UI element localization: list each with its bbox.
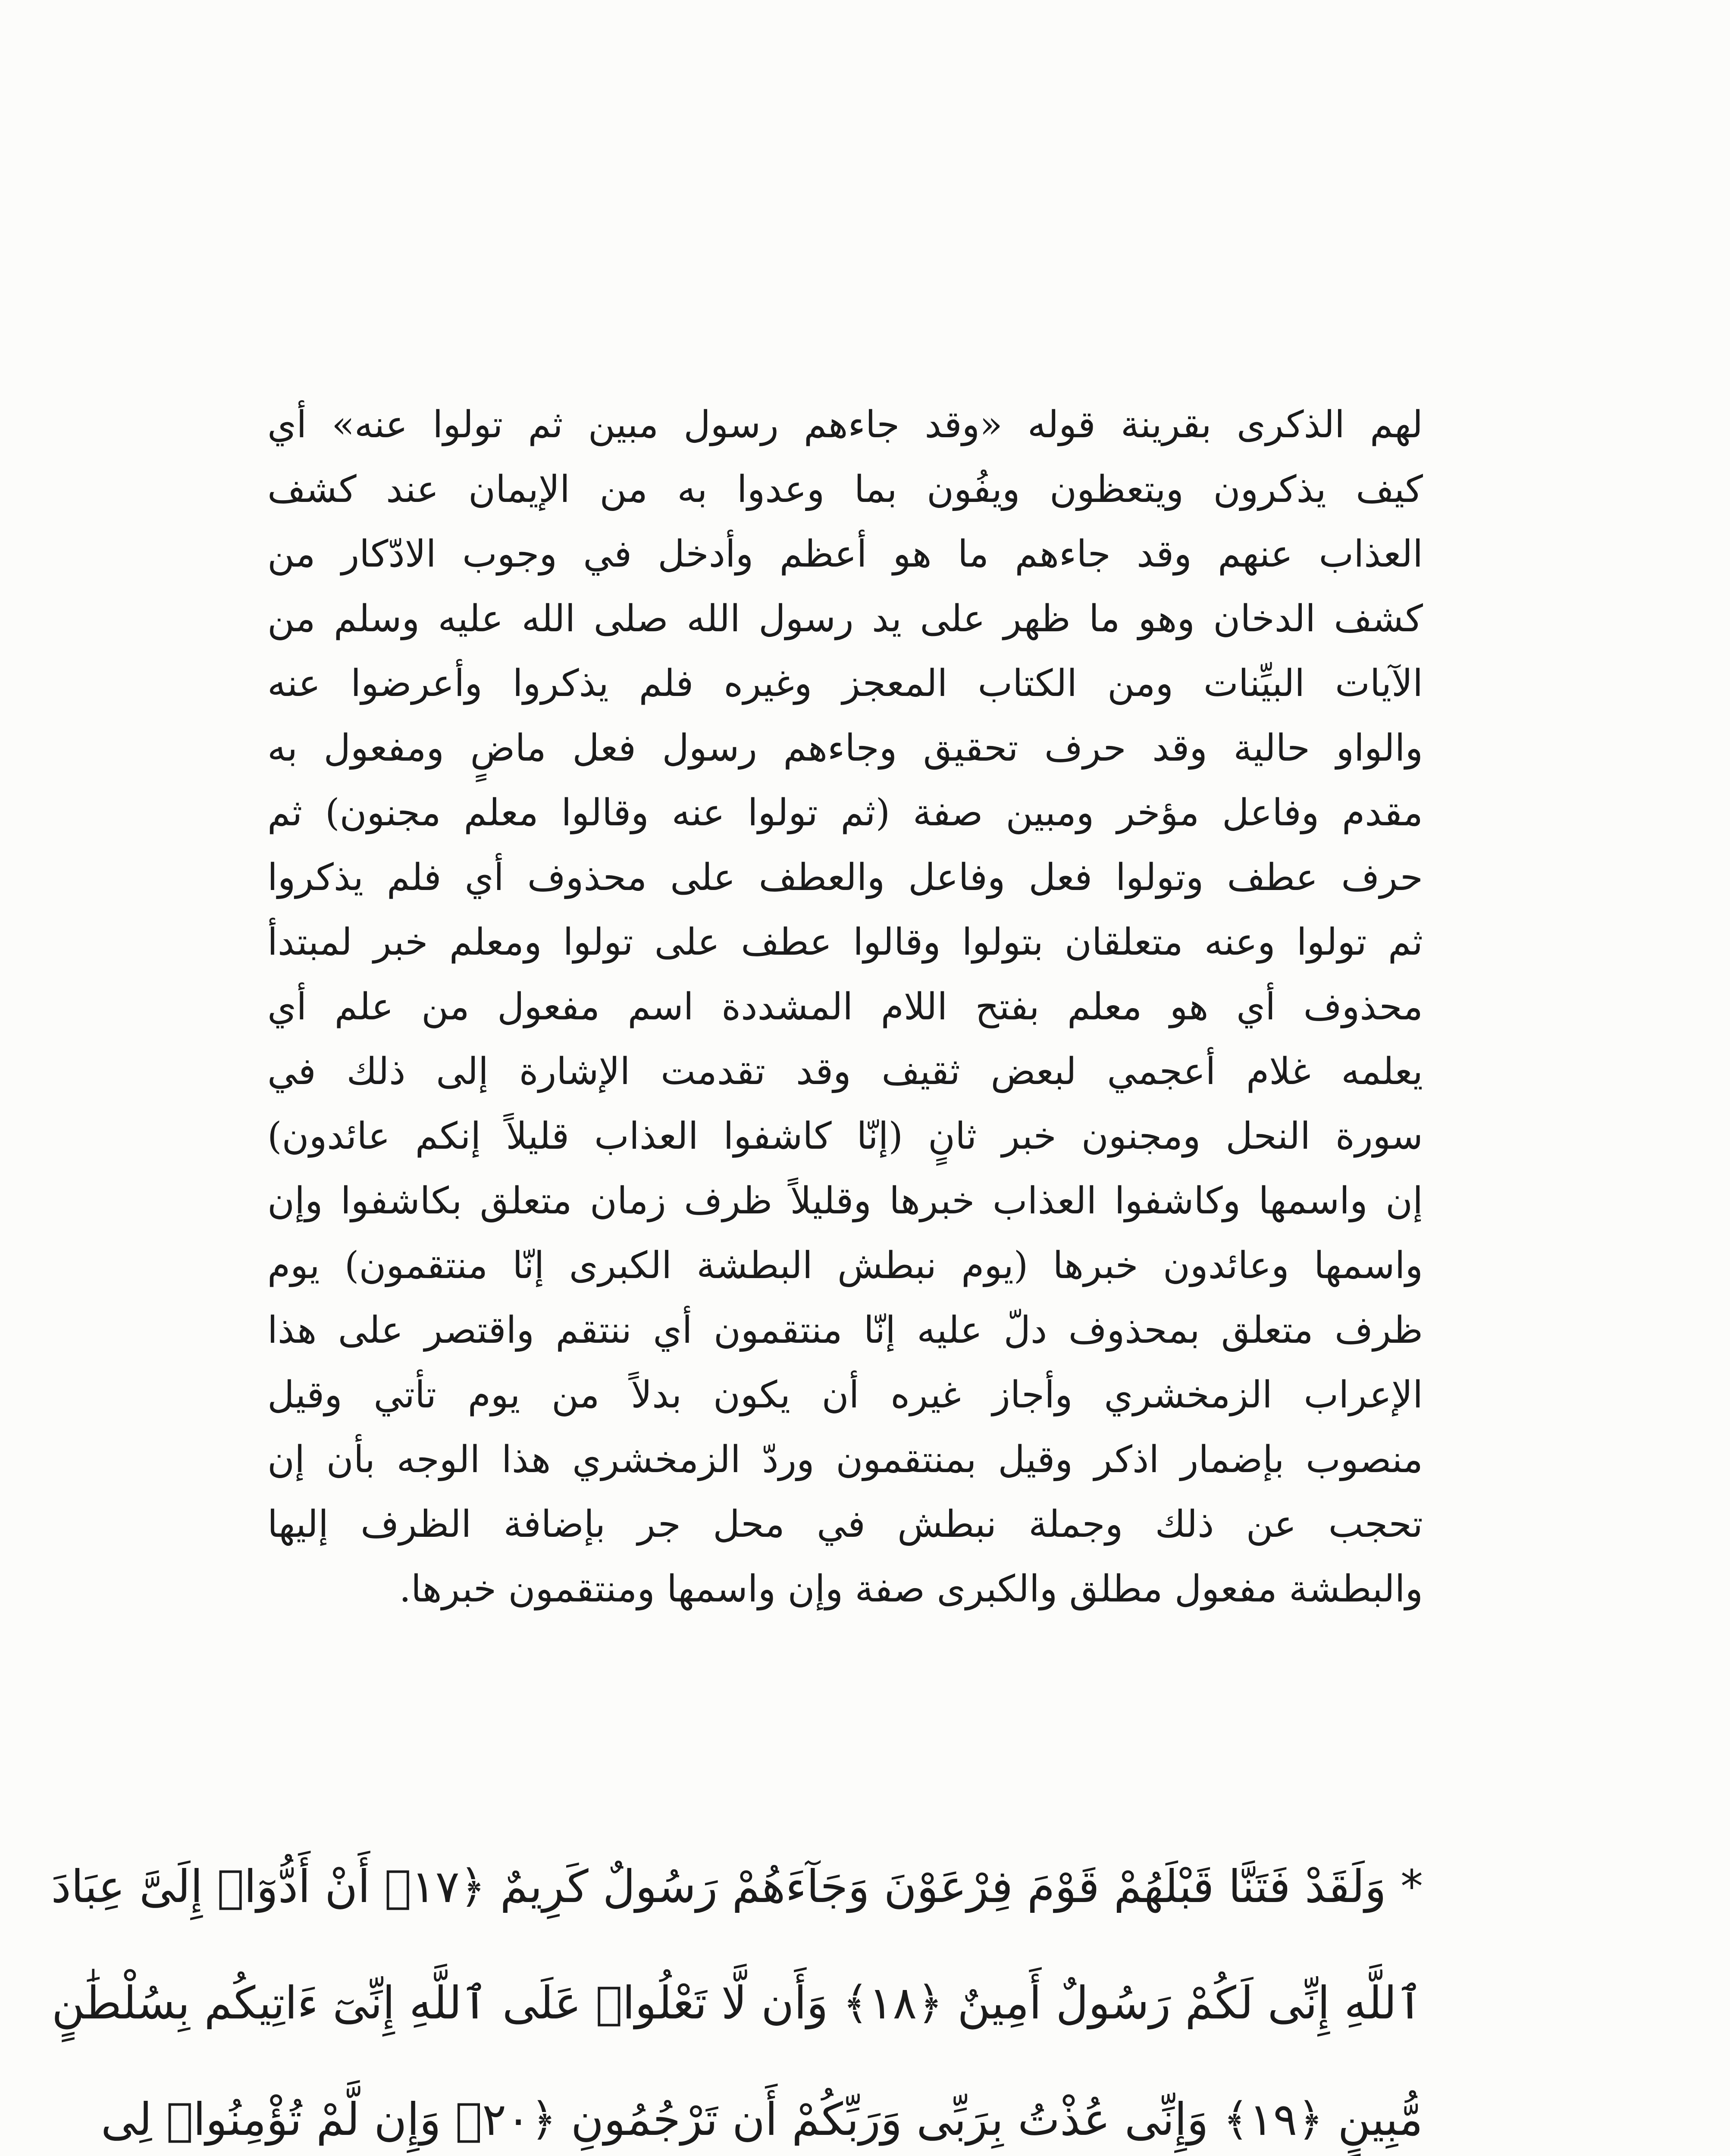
text-line: واسمها وعائدون خبرها (يوم نبطش البطشة الكبرى إنّا منتقمون) يوم <box>267 1244 1423 1287</box>
verse-line: * وَلَقَدْ فَتَنَّا قَبْلَهُمْ قَوْمَ فِرْعَوْنَ وَجَآءَهُمْ رَسُولٌ كَرِيمٌ ﴿١٧﴾ أَنْ أَدُّوٓا۟ إِلَىَّ عِبَادَ <box>51 1860 1423 1913</box>
text-line: محذوف أي هو معلم بفتح اللام المشددة اسم مفعول من علم أي <box>267 985 1423 1028</box>
verse-line: مُّبِينٍ ﴿١٩﴾ وَإِنِّى عُذْتُ بِرَبِّى وَرَبِّكُمْ أَن تَرْجُمُونِ ﴿٢٠﴾ وَإِن لَّمْ تُؤْمِنُوا۟ لِى <box>101 2093 1423 2146</box>
text-line: منصوب بإضمار اذكر وقيل بمنتقمون وردّ الزمخشري هذا الوجه بأن إن <box>267 1438 1423 1481</box>
text-line: سورة النحل ومجنون خبر ثانٍ (إنّا كاشفوا العذاب قليلاً إنكم عائدون) <box>267 1115 1423 1158</box>
text-line: الإعراب الزمخشري وأجاز غيره أن يكون بدلاً من يوم تأتي وقيل <box>267 1373 1423 1416</box>
text-line: تحجب عن ذلك وجملة نبطش في محل جر بإضافة الظرف إليها <box>267 1503 1423 1546</box>
text-line: إن واسمها وكاشفوا العذاب خبرها وقليلاً ظرف زمان متعلق بكاشفوا وإن <box>267 1179 1423 1222</box>
text-line: ظرف متعلق بمحذوف دلّ عليه إنّا منتقمون أي ننتقم واقتصر على هذا <box>267 1309 1423 1352</box>
text-line: حرف عطف وتولوا فعل وفاعل والعطف على محذوف أي فلم يذكروا <box>267 856 1423 899</box>
quran-verses <box>51 1828 1423 2156</box>
text-line: يعلمه غلام أعجمي لبعض ثقيف وقد تقدمت الإشارة إلى ذلك في <box>267 1050 1423 1093</box>
text-line: لهم الذكرى بقرينة قوله «وقد جاءهم رسول مبين ثم تولوا عنه» أي <box>267 403 1423 446</box>
commentary-text <box>267 392 1423 1621</box>
text-line: كشف الدخان وهو ما ظهر على يد رسول الله صلى الله عليه وسلم من <box>267 597 1423 640</box>
text-line: والبطشة مفعول مطلق والكبرى صفة وإن واسمها ومنتقمون خبرها. <box>399 1567 1423 1611</box>
text-line: الآيات البيِّنات ومن الكتاب المعجز وغيره فلم يذكروا وأعرضوا عنه <box>267 662 1423 705</box>
text-line: العذاب عنهم وقد جاءهم ما هو أعظم وأدخل في وجوب الادّكار من <box>267 533 1423 576</box>
text-line: ثم تولوا وعنه متعلقان بتولوا وقالوا عطف على تولوا ومعلم خبر لمبتدأ <box>267 921 1423 964</box>
verse-line: ٱللَّهِ إِنِّى لَكُمْ رَسُولٌ أَمِينٌ ﴿١٨﴾ وَأَن لَّا تَعْلُوا۟ عَلَى ٱللَّهِ إِنِّىٓ ءَاتِيكُم بِسُلْطَٰنٍ <box>51 1977 1423 2029</box>
text-line: كيف يذكرون ويتعظون ويفُون بما وعدوا به من الإيمان عند كشف <box>267 468 1423 511</box>
text-line: مقدم وفاعل مؤخر ومبين صفة (ثم تولوا عنه وقالوا معلم مجنون) ثم <box>267 791 1423 834</box>
text-line: والواو حالية وقد حرف تحقيق وجاءهم رسول فعل ماضٍ ومفعول به <box>267 727 1423 770</box>
